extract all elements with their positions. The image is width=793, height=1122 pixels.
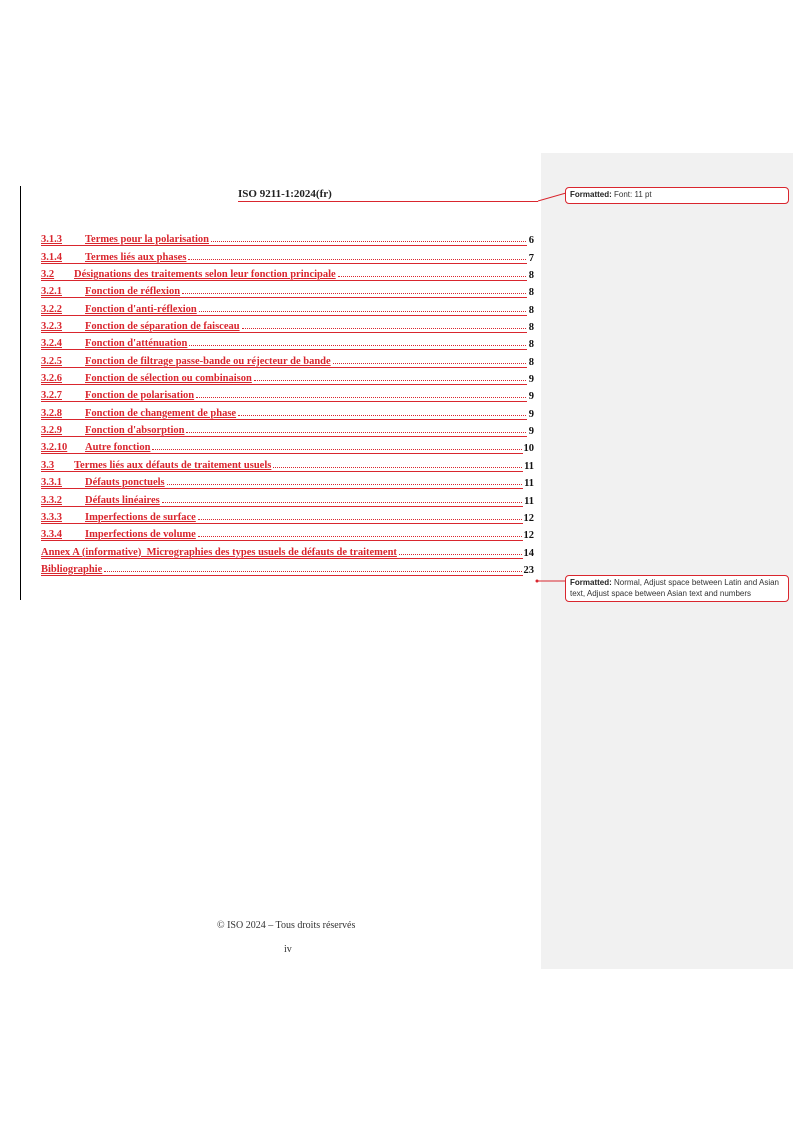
toc-entry-title: Fonction de séparation de faisceau	[85, 321, 240, 333]
toc-entry-title: Autre fonction	[85, 442, 151, 454]
toc-entry-page: 8	[528, 270, 534, 282]
toc-entry-title: Fonction de réflexion	[85, 286, 181, 298]
toc-entry-title: Fonction de sélection ou combinaison	[85, 373, 252, 385]
toc-entry-title: Fonction de polarisation	[85, 390, 195, 402]
copyright-footer: © ISO 2024 – Tous droits réservés	[217, 920, 356, 931]
toc-entry-page: 6	[528, 235, 534, 247]
comment-label: Formatted:	[570, 578, 612, 587]
toc-entry-number: 3.1.4	[41, 251, 62, 263]
toc-entry-number: 3.3.1	[41, 477, 62, 489]
toc-entry-number: 3.2.8	[41, 407, 62, 419]
toc-entry-page: 11	[524, 495, 534, 507]
toc-entry-page: 10	[523, 443, 534, 455]
toc-entry-page: 8	[528, 287, 534, 299]
toc-entry-number: 3.3.4	[41, 529, 62, 541]
toc-entry-number: 3.2.3	[41, 321, 62, 333]
toc-entry-page: 8	[528, 356, 534, 368]
toc-entry-number: 3.2.4	[41, 338, 62, 350]
toc-entry-page: 12	[523, 512, 534, 524]
toc-entry-title: Défauts linéaires	[85, 494, 160, 506]
toc-entry-number: 3.2.1	[41, 286, 62, 298]
toc-entry-title: Fonction de changement de phase	[85, 407, 237, 419]
toc-entry-page: 9	[528, 408, 534, 420]
toc-entry-page: 7	[528, 252, 534, 264]
toc-entry-page: 9	[528, 391, 534, 403]
toc-entry-title: Défauts ponctuels	[85, 477, 165, 489]
toc-entry-title: Imperfections de surface	[85, 511, 196, 523]
comment-text: Font: 11 pt	[611, 190, 652, 199]
comment-balloon-format-font[interactable]	[565, 187, 789, 204]
page-number: iv	[284, 944, 292, 955]
toc-entry-number: 3.3	[41, 459, 55, 471]
toc-entry-page: 8	[528, 322, 534, 334]
toc-entry-number: 3.3.2	[41, 494, 62, 506]
toc-entry-title: Fonction d'atténuation	[85, 338, 188, 350]
toc-entry-page: 11	[524, 478, 534, 490]
toc-entry-page: 9	[528, 374, 534, 386]
toc-entry-page: 12	[523, 530, 534, 542]
toc-entry-page: 9	[528, 426, 534, 438]
toc-entry-number: 3.2.2	[41, 303, 62, 315]
toc-entry-page: 8	[528, 339, 534, 351]
toc-entry-title: Désignations des traitements selon leur fonction principale	[74, 269, 336, 281]
toc-entry-title: Fonction d'anti-réflexion	[85, 303, 197, 315]
toc-entry-number: 3.2.7	[41, 390, 62, 402]
toc-entry-title: Fonction d'absorption	[85, 425, 185, 437]
comment-balloon-format-normal[interactable]	[565, 575, 789, 602]
toc-entry-number: 3.1.3	[41, 234, 62, 246]
toc-entry-page: 11	[524, 460, 534, 472]
toc-entry-number: 3.2.10	[41, 442, 68, 454]
comment-text: Normal, Adjust space between Latin and Asian text, Adjust space between Asian text and numbers	[570, 578, 779, 598]
toc-entry-title: Termes liés aux phases	[85, 251, 187, 263]
toc-entry-title: Termes pour la polarisation	[85, 234, 209, 246]
toc-entry-title: Bibliographie	[41, 563, 103, 575]
document-header: ISO 9211-1:2024(fr)	[238, 188, 332, 200]
toc-entry-number: 3.3.3	[41, 511, 62, 523]
toc-entry-page: 23	[523, 564, 534, 576]
toc-entry-page: 14	[523, 547, 534, 559]
toc-entry-title: Annex A (informative) Micrographies des types usuels de défauts de traitement	[41, 546, 397, 558]
toc-entry-title: Termes liés aux défauts de traitement usuels	[74, 459, 272, 471]
toc-entry-number: 3.2	[41, 269, 55, 281]
toc-entry-title: Imperfections de volume	[85, 529, 196, 541]
toc-entry-number: 3.2.6	[41, 373, 62, 385]
toc-entry-number: 3.2.5	[41, 355, 62, 367]
toc-entry-title: Fonction de filtrage passe-bande ou réjecteur de bande	[85, 355, 331, 367]
comment-label: Formatted:	[570, 190, 612, 199]
toc-entry-number: 3.2.9	[41, 425, 62, 437]
toc-entry-page: 8	[528, 304, 534, 316]
